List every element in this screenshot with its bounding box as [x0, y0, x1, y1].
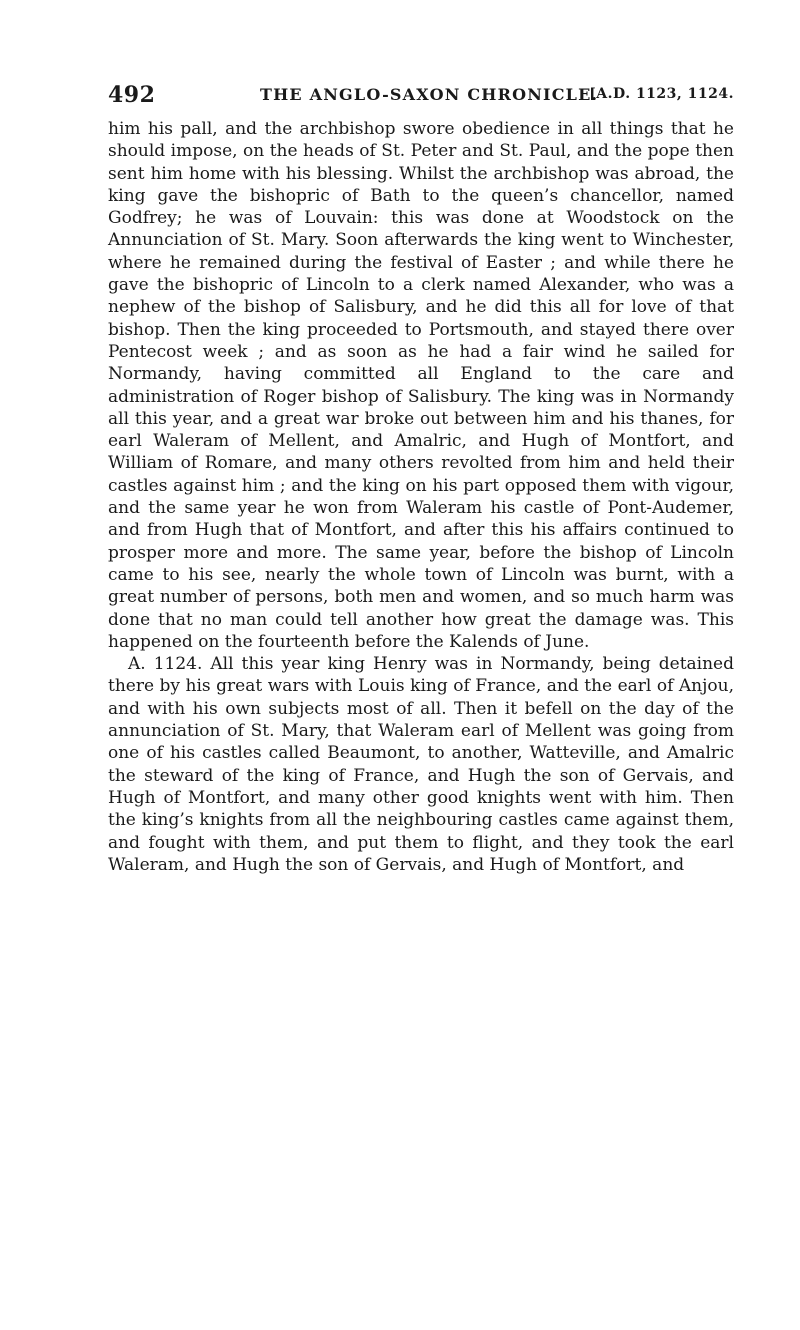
page-number: 492 [108, 82, 156, 108]
body-text [108, 118, 734, 876]
paragraph-year-1124: A. 1124. All this year king Henry was in Normandy, being detained there by his great wars with Louis king of France, and the earl of Anjou, and with his own subjects most of all. Then it befell on the day of the annunciation of St. Mary, that Waleram earl of Mellent was going from one of his castles called Beaumont, to another, Watteville, and Amalric the steward of the king of France, and Hugh the son of Gervais, and Hugh of Montfort, and many other good knights went with him. Then the king’s knights from all the neighbouring castles came against them, and fought with them, and put them to flight, and they took the earl Waleram, and Hugh the son of Gervais, and Hugh of Montfort, and [108, 654, 734, 875]
running-header [108, 82, 734, 112]
running-title: THE ANGLO-SAXON CHRONICLE. [260, 85, 599, 104]
year-range: [A.D. 1123, 1124. [589, 86, 734, 102]
paragraph-continuation: him his pall, and the archbishop swore obedience in all things that he should impose, on the heads of St. Peter and St. Paul, and the pope then sent him home with his blessing. Whilst the archbishop was abroad, the king gave the bishopric of Bath to the queen’s chancellor, named Godfrey; he was of Louvain: this was done at Woodstock on the Annunciation of St. Mary. Soon afterwards the king went to Winchester, where he remained during the festival of Easter ; and while there he gave the bishopric of Lincoln to a clerk named Alexander, who was a nephew of the bishop of Salisbury, and he did this all for love of that bishop. Then the king proceeded to Portsmouth, and stayed there over Pentecost week ; and as soon as he had a fair wind he sailed for Normandy, having committed all England to the care and administration of Roger bishop of Salisbury. The king was in Normandy all this year, and a great war broke out between him and his thanes, for earl Waleram of Mellent, and Amalric, and Hugh of Montfort, and William of Romare, and many others revolted from him and held their castles against him ; and the king on his part opposed them with vigour, and the same year he won from Waleram his castle of Pont-Audemer, and from Hugh that of Montfort, and after this his affairs continued to prosper more and more. The same year, before the bishop of Lincoln came to his see, nearly the whole town of Lincoln was burnt, with a great number of persons, both men and women, and so much harm was done that no man could tell another how great the damage was. This happened on the fourteenth before the Kalends of June. [108, 119, 734, 652]
